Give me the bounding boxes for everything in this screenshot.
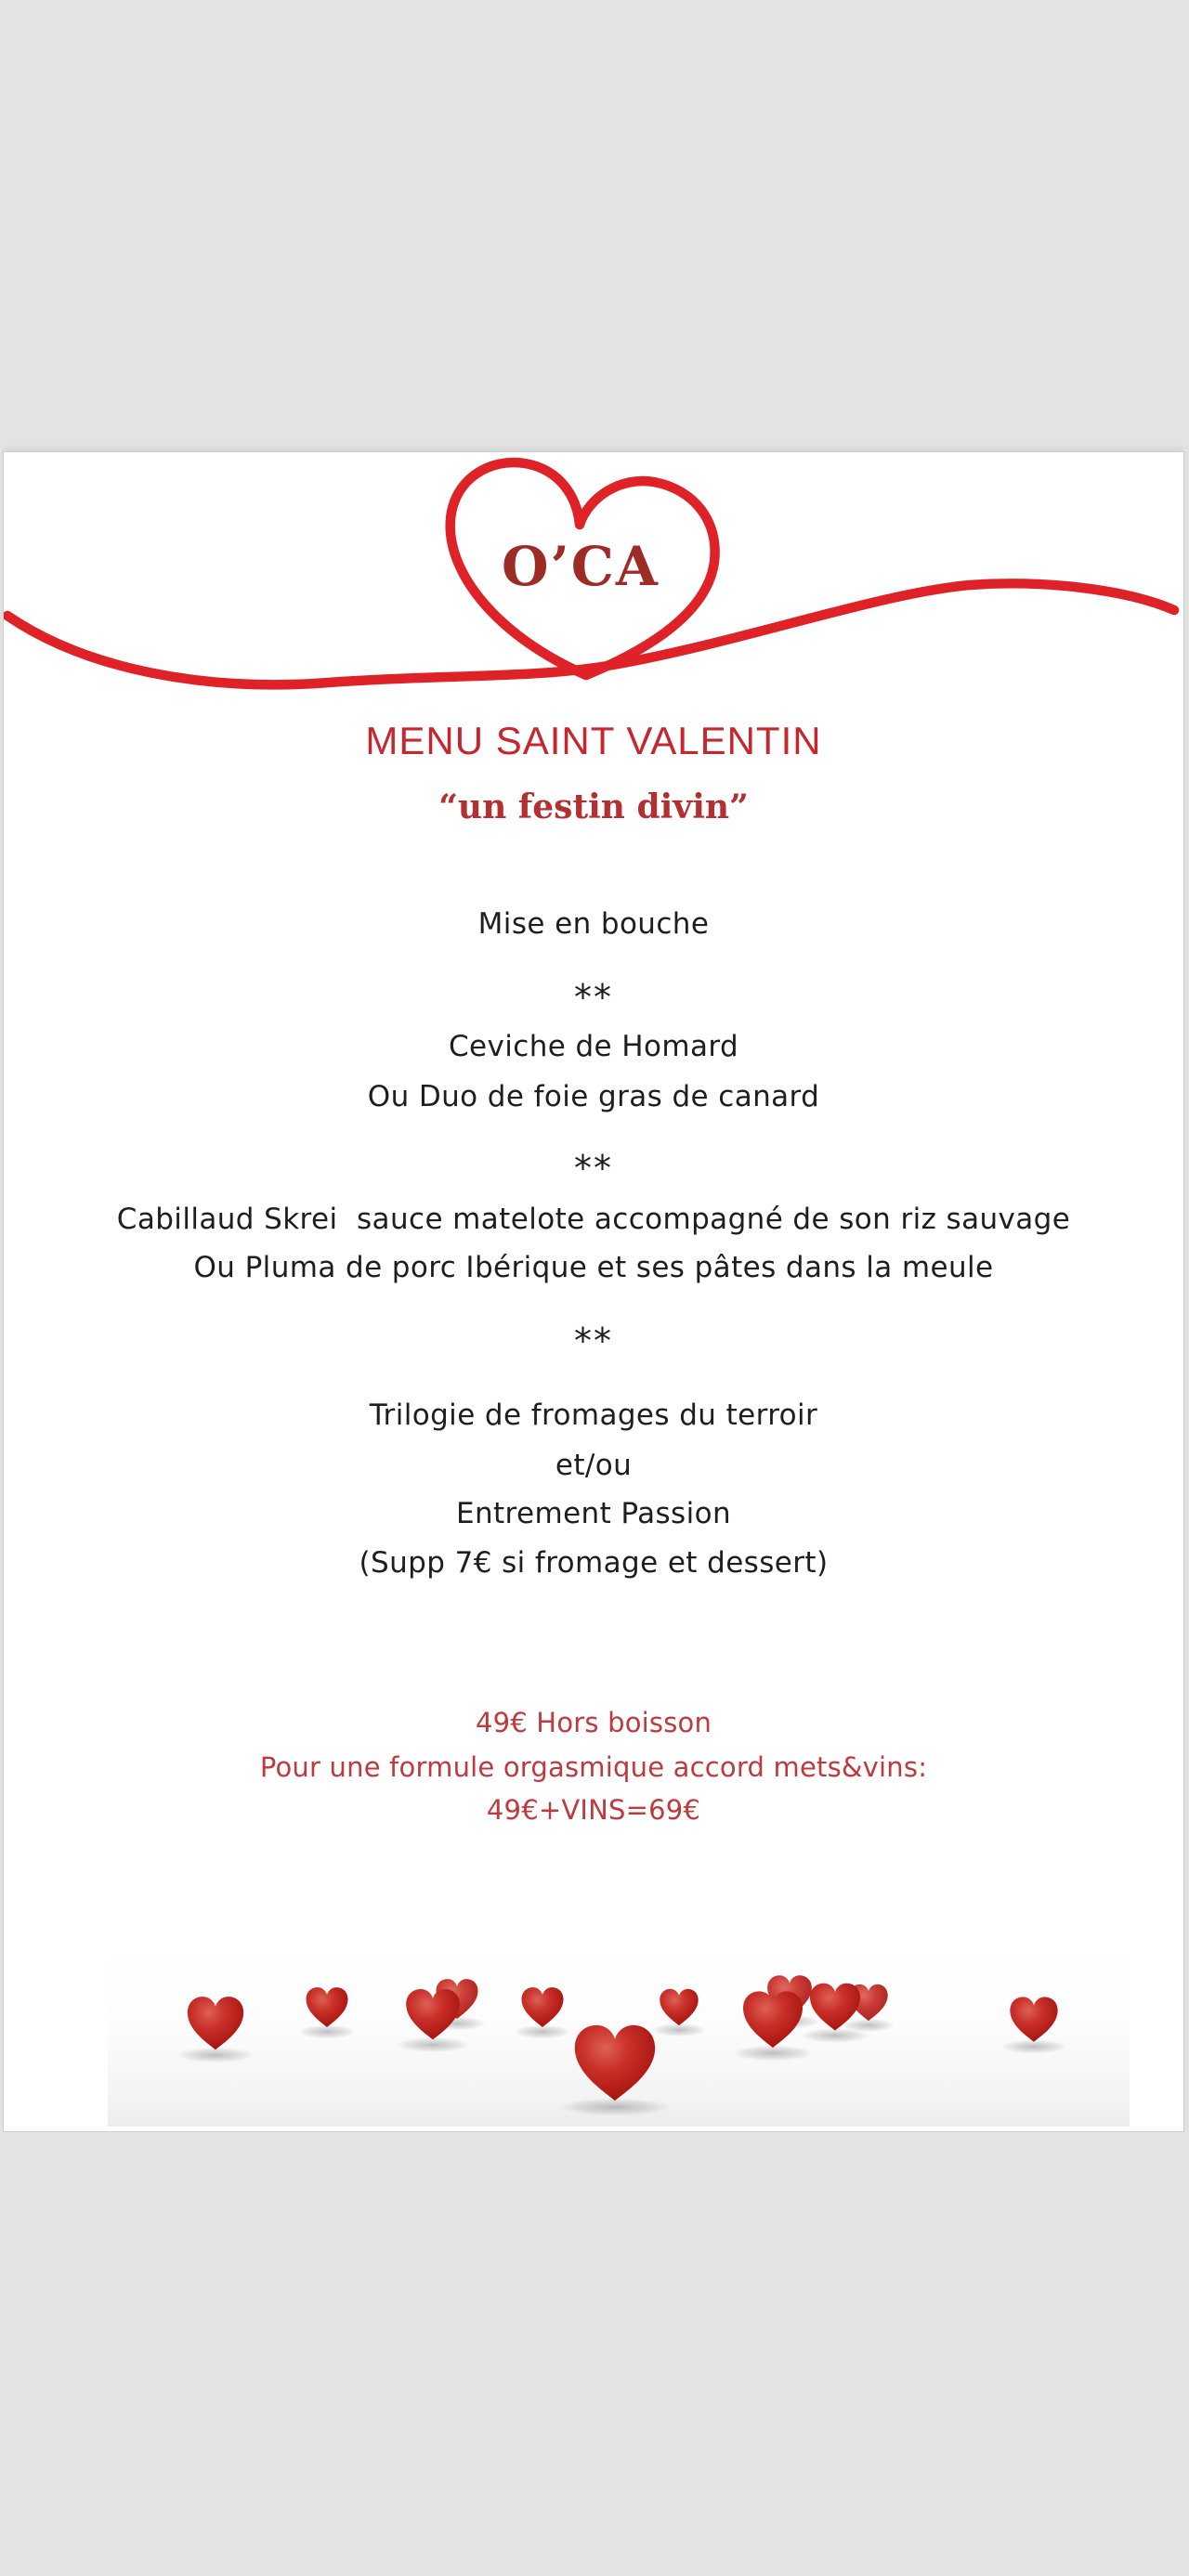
pricing-line: Pour une formule orgasmique accord mets&vins:: [259, 1751, 928, 1783]
menu-line: Ceviche de Homard: [448, 1030, 739, 1063]
menu-line: Trilogie de fromages du terroir: [369, 1399, 818, 1432]
heart-icon: [660, 1989, 698, 2025]
heart-icon: [575, 2025, 655, 2101]
menu-document: [4, 452, 1183, 2131]
brand-text: O’CA: [502, 535, 660, 598]
course-separator: **: [574, 977, 613, 1018]
menu-line: (Supp 7€ si fromage et dessert): [359, 1546, 829, 1580]
menu-line: Ou Pluma de porc Ibérique et ses pâtes dans la meule: [193, 1251, 994, 1284]
menu-line: Mise en bouche: [477, 907, 710, 941]
pricing-line: 49€ Hors boisson: [475, 1707, 712, 1738]
menu-line: Cabillaud Skrei sauce matelote accompagné de son riz sauvage: [116, 1203, 1071, 1236]
heart-icon: [306, 1987, 347, 2027]
pricing-line: 49€+VINS=69€: [486, 1794, 701, 1826]
menu-line: et/ou: [555, 1449, 633, 1482]
menu-title: MENU SAINT VALENTIN: [365, 719, 822, 762]
course-separator: **: [574, 1148, 613, 1189]
hearts-illustration: [108, 1945, 1130, 2127]
menu-line: Entrement Passion: [455, 1497, 732, 1530]
menu-line: Ou Duo de foie gras de canard: [367, 1080, 820, 1113]
course-separator: **: [574, 1321, 613, 1361]
menu-subtitle: “un festin divin”: [438, 787, 749, 826]
heart-icon: [521, 1987, 563, 2027]
heart-icon: [188, 1997, 243, 2049]
heart-icon: [406, 1989, 460, 2039]
hearts-photo: [108, 1945, 1130, 2127]
heart-icon: [1010, 1997, 1057, 2042]
